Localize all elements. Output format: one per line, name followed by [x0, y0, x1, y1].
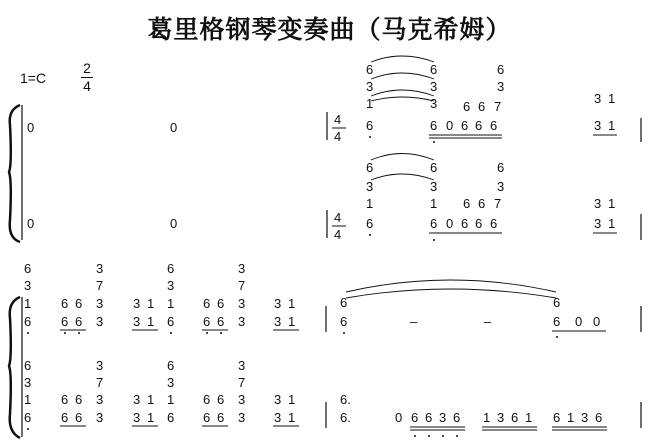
svg-text:3: 3: [594, 91, 602, 106]
svg-text:6: 6: [203, 314, 211, 329]
svg-text:6: 6: [61, 314, 69, 329]
final-run-lower: [340, 392, 602, 425]
svg-text:1: 1: [525, 410, 533, 425]
svg-text:1: 1: [608, 196, 616, 211]
svg-text:6: 6: [75, 410, 83, 425]
svg-text:3: 3: [497, 179, 505, 194]
svg-text:3: 3: [594, 118, 602, 133]
svg-text:0: 0: [395, 410, 403, 425]
svg-text:0: 0: [446, 118, 454, 133]
svg-text:7: 7: [238, 375, 246, 390]
svg-text:6: 6: [24, 261, 32, 276]
svg-text:6: 6: [511, 410, 519, 425]
svg-text:1: 1: [608, 118, 616, 133]
svg-text:3: 3: [238, 392, 246, 407]
svg-text:6: 6: [463, 99, 471, 114]
bass-run-upper: [430, 118, 497, 133]
svg-text:3: 3: [133, 410, 141, 425]
rest-note: 0: [27, 216, 35, 231]
dash-note: –: [410, 314, 418, 329]
grand-staff-brace: [9, 297, 20, 438]
svg-text:3: 3: [133, 314, 141, 329]
final-upper-notes: [553, 314, 600, 329]
svg-text:3: 3: [96, 314, 104, 329]
key-signature: 1=C: [20, 70, 47, 86]
svg-text:6: 6: [217, 392, 225, 407]
svg-text:3: 3: [430, 179, 438, 194]
svg-text:6: 6: [430, 160, 438, 175]
svg-text:1: 1: [430, 196, 438, 211]
svg-text:6: 6: [430, 216, 438, 231]
svg-text:6: 6: [595, 410, 603, 425]
rest-note: 0: [170, 216, 178, 231]
svg-text:6: 6: [61, 410, 69, 425]
long-tie: [346, 280, 556, 292]
svg-text:6: 6: [366, 216, 374, 231]
svg-text:3: 3: [594, 216, 602, 231]
svg-text:3: 3: [133, 296, 141, 311]
chord-pattern-upper: [24, 261, 295, 329]
svg-text:3: 3: [366, 79, 374, 94]
svg-text:6: 6: [553, 314, 561, 329]
svg-text:1: 1: [288, 314, 296, 329]
svg-text:6: 6: [490, 118, 498, 133]
svg-text:6: 6: [75, 296, 83, 311]
svg-text:3: 3: [96, 261, 104, 276]
svg-text:3: 3: [238, 261, 246, 276]
svg-text:1: 1: [608, 91, 616, 106]
svg-text:6: 6: [24, 410, 32, 425]
rest-note: 0: [27, 120, 35, 135]
svg-text:6: 6: [75, 392, 83, 407]
svg-text:3: 3: [238, 296, 246, 311]
svg-text:1: 1: [24, 392, 32, 407]
svg-text:6: 6: [340, 295, 348, 310]
svg-text:1: 1: [147, 392, 155, 407]
svg-text:3: 3: [96, 358, 104, 373]
time-change-den: 4: [334, 227, 342, 242]
svg-text:6: 6: [203, 392, 211, 407]
svg-text:1: 1: [288, 410, 296, 425]
svg-text:6: 6: [366, 118, 374, 133]
svg-text:6: 6: [475, 216, 483, 231]
svg-text:6: 6: [425, 410, 433, 425]
svg-text:6: 6: [430, 118, 438, 133]
svg-text:1: 1: [366, 96, 374, 111]
svg-text:1: 1: [147, 314, 155, 329]
svg-text:6: 6: [217, 296, 225, 311]
page-title: 葛里格钢琴变奏曲（马克希姆）: [147, 15, 512, 44]
svg-text:3: 3: [439, 410, 447, 425]
svg-text:6: 6: [411, 410, 419, 425]
svg-text:6: 6: [430, 62, 438, 77]
chord-stack-lower: [366, 160, 615, 231]
svg-text:1: 1: [167, 296, 175, 311]
svg-text:6: 6: [553, 410, 561, 425]
time-change-den: 4: [334, 129, 342, 144]
svg-text:3: 3: [238, 358, 246, 373]
svg-text:6: 6: [463, 196, 471, 211]
svg-text:6: 6: [461, 118, 469, 133]
svg-text:6: 6: [497, 160, 505, 175]
svg-text:3: 3: [274, 314, 282, 329]
svg-text:6.: 6.: [340, 410, 351, 425]
svg-text:6: 6: [461, 216, 469, 231]
svg-text:1: 1: [483, 410, 491, 425]
svg-text:3: 3: [594, 196, 602, 211]
svg-text:3: 3: [274, 296, 282, 311]
svg-text:6: 6: [453, 410, 461, 425]
time-numerator: 2: [83, 60, 91, 76]
svg-text:6: 6: [61, 392, 69, 407]
svg-text:6: 6: [553, 295, 561, 310]
svg-text:3: 3: [24, 375, 32, 390]
svg-text:1: 1: [167, 392, 175, 407]
svg-text:6: 6: [217, 314, 225, 329]
svg-text:7: 7: [494, 196, 502, 211]
svg-text:6: 6: [167, 410, 175, 425]
svg-text:1: 1: [567, 410, 575, 425]
svg-text:6: 6: [490, 216, 498, 231]
svg-text:1: 1: [24, 296, 32, 311]
tie-arcs: [371, 56, 434, 101]
svg-text:1: 1: [288, 296, 296, 311]
svg-text:6: 6: [203, 296, 211, 311]
time-change-num: 4: [334, 210, 342, 225]
svg-text:3: 3: [24, 278, 32, 293]
svg-text:3: 3: [238, 410, 246, 425]
svg-text:6: 6: [24, 358, 32, 373]
svg-text:3: 3: [430, 79, 438, 94]
svg-text:1: 1: [147, 296, 155, 311]
svg-text:6: 6: [497, 62, 505, 77]
svg-text:1: 1: [147, 410, 155, 425]
svg-text:6: 6: [340, 314, 348, 329]
svg-text:6: 6: [366, 62, 374, 77]
svg-text:0: 0: [575, 314, 583, 329]
svg-text:3: 3: [430, 96, 438, 111]
svg-text:3: 3: [96, 296, 104, 311]
rest-note: 0: [170, 120, 178, 135]
svg-text:6: 6: [366, 160, 374, 175]
svg-text:6: 6: [24, 314, 32, 329]
svg-text:6: 6: [75, 314, 83, 329]
dash-note: –: [484, 314, 492, 329]
svg-text:3: 3: [238, 314, 246, 329]
svg-text:3: 3: [366, 179, 374, 194]
svg-text:6: 6: [61, 296, 69, 311]
svg-text:1: 1: [366, 196, 374, 211]
svg-text:3: 3: [96, 392, 104, 407]
svg-text:7: 7: [96, 375, 104, 390]
svg-text:6: 6: [167, 261, 175, 276]
svg-text:1: 1: [608, 216, 616, 231]
svg-text:3: 3: [497, 79, 505, 94]
time-denominator: 4: [83, 78, 91, 94]
svg-text:3: 3: [274, 392, 282, 407]
svg-text:0: 0: [593, 314, 601, 329]
svg-text:3: 3: [274, 410, 282, 425]
svg-text:6: 6: [478, 99, 486, 114]
grand-staff-brace: [9, 105, 20, 242]
svg-text:6: 6: [217, 410, 225, 425]
svg-text:6: 6: [167, 314, 175, 329]
svg-text:3: 3: [497, 410, 505, 425]
svg-text:3: 3: [96, 410, 104, 425]
chord-pattern-lower: [24, 358, 295, 425]
svg-text:3: 3: [581, 410, 589, 425]
svg-text:3: 3: [167, 278, 175, 293]
svg-text:3: 3: [167, 375, 175, 390]
svg-text:6: 6: [203, 410, 211, 425]
svg-text:6.: 6.: [340, 392, 351, 407]
svg-text:6: 6: [478, 196, 486, 211]
svg-text:7: 7: [494, 99, 502, 114]
svg-text:3: 3: [133, 392, 141, 407]
svg-text:6: 6: [475, 118, 483, 133]
svg-text:7: 7: [238, 278, 246, 293]
svg-text:7: 7: [96, 278, 104, 293]
svg-text:6: 6: [167, 358, 175, 373]
time-change-num: 4: [334, 112, 342, 127]
svg-text:1: 1: [288, 392, 296, 407]
svg-text:0: 0: [446, 216, 454, 231]
